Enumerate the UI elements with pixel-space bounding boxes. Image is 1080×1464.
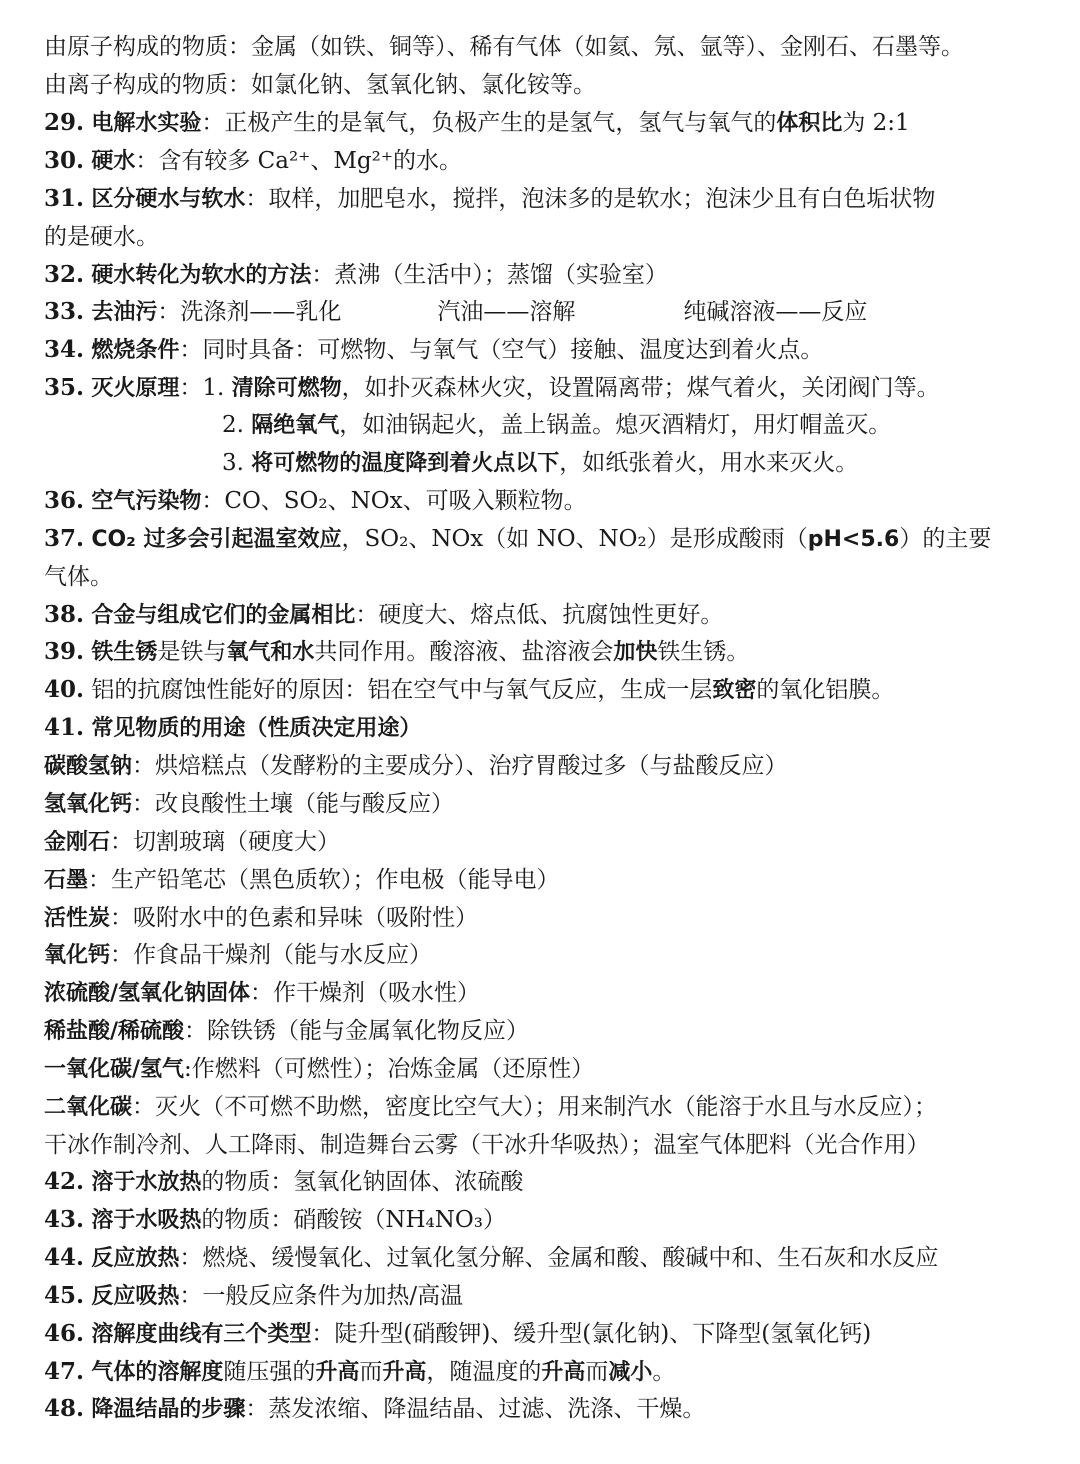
item-43: 43. 溶于水吸热的物质：硝酸铵（NH₄NO₃）	[44, 1206, 506, 1233]
item-32: 32. 硬水转化为软水的方法：煮沸（生活中）；蒸馏（实验室）	[44, 261, 668, 288]
item-45: 45. 反应吸热：一般反应条件为加热/高温	[44, 1282, 464, 1309]
item-46: 46. 溶解度曲线有三个类型：陡升型(硝酸钾)、缓升型(氯化钠)、下降型(氢氧化钙)	[44, 1320, 872, 1347]
use-line: 二氧化碳：灭火（不可燃不助燃，密度比空气大）；用来制汽水（能溶于水且与水反应）；	[44, 1094, 938, 1120]
item-35: 35. 灭火原理：1. 清除可燃物，如扑灭森林火灾，设置隔离带；煤气着火，关闭阀门等。	[44, 374, 940, 401]
use-line: 金刚石：切割玻璃（硬度大）	[44, 829, 341, 855]
item-41: 41. 常见物质的用途（性质决定用途）	[44, 714, 422, 741]
item-37: 37. CO₂ 过多会引起温室效应，SO₂、NOx（如 NO、NO₂）是形成酸雨（pH<5.6）的主要	[44, 525, 992, 552]
text-line: 由原子构成的物质：金属（如铁、铜等）、稀有气体（如氦、氖、氩等）、金刚石、石墨等。	[44, 34, 964, 60]
item-42: 42. 溶于水放热的物质：氢氧化钠固体、浓硫酸	[44, 1168, 524, 1195]
text-line: 的是硬水。	[44, 224, 159, 250]
use-line: 氢氧化钙：改良酸性土壤（能与酸反应）	[44, 791, 455, 817]
use-line: 碳酸氢钠：烘焙糕点（发酵粉的主要成分）、治疗胃酸过多（与盐酸反应）	[44, 753, 788, 779]
use-line: 石墨：生产铅笔芯（黑色质软）；作电极（能导电）	[44, 867, 560, 893]
item-47: 47. 气体的溶解度随压强的升高而升高，随温度的升高而减小。	[44, 1358, 676, 1385]
text-line: 气体。	[44, 564, 113, 590]
item-44: 44. 反应放热：燃烧、缓慢氧化、过氧化氢分解、金属和酸、酸碱中和、生石灰和水反应	[44, 1244, 939, 1271]
item-35-sub-2: 2. 隔绝氧气，如油锅起火，盖上锅盖。熄灭酒精灯，用灯帽盖灭。	[222, 412, 892, 438]
use-line: 氧化钙：作食品干燥剂（能与水反应）	[44, 942, 433, 968]
use-line: 稀盐酸/稀硫酸：除铁锈（能与金属氧化物反应）	[44, 1018, 530, 1044]
item-48: 48. 降温结晶的步骤：蒸发浓缩、降温结晶、过滤、洗涤、干燥。	[44, 1395, 706, 1422]
item-29: 29. 电解水实验：正极产生的是氧气，负极产生的是氢气，氢气与氧气的体积比为 2:1	[44, 109, 910, 136]
use-line: 一氧化碳/氢气:作燃料（可燃性）；冶炼金属（还原性）	[44, 1056, 595, 1082]
text-line: 由离子构成的物质：如氯化钠、氢氧化钠、氯化铵等。	[44, 72, 596, 98]
item-34: 34. 燃烧条件：同时具备：可燃物、与氧气（空气）接触、温度达到着火点。	[44, 336, 824, 363]
item-30: 30. 硬水：含有较多 Ca²⁺、Mg²⁺的水。	[44, 147, 462, 174]
item-33: 33. 去油污：洗涤剂——乳化 汽油——溶解 纯碱溶液——反应	[44, 298, 868, 325]
item-35-sub-3: 3. 将可燃物的温度降到着火点以下，如纸张着火，用水来灭火。	[222, 450, 859, 476]
use-line: 浓硫酸/氢氧化钠固体：作干燥剂（吸水性）	[44, 980, 481, 1006]
text-line: 干冰作制冷剂、人工降雨、制造舞台云雾（干冰升华吸热）；温室气体肥料（光合作用）	[44, 1132, 930, 1158]
item-38: 38. 合金与组成它们的金属相比：硬度大、熔点低、抗腐蚀性更好。	[44, 601, 724, 628]
use-line: 活性炭：吸附水中的色素和异味（吸附性）	[44, 905, 479, 931]
item-40: 40. 铝的抗腐蚀性能好的原因：铝在空气中与氧气反应，生成一层致密的氧化铝膜。	[44, 676, 895, 703]
item-39: 39. 铁生锈是铁与氧气和水共同作用。酸溶液、盐溶液会加快铁生锈。	[44, 638, 750, 665]
item-31: 31. 区分硬水与软水：取样，加肥皂水，搅拌，泡沫多的是软水；泡沫少且有白色垢状物	[44, 185, 936, 212]
item-36: 36. 空气污染物：CO、SO₂、NOx、可吸入颗粒物。	[44, 487, 587, 514]
